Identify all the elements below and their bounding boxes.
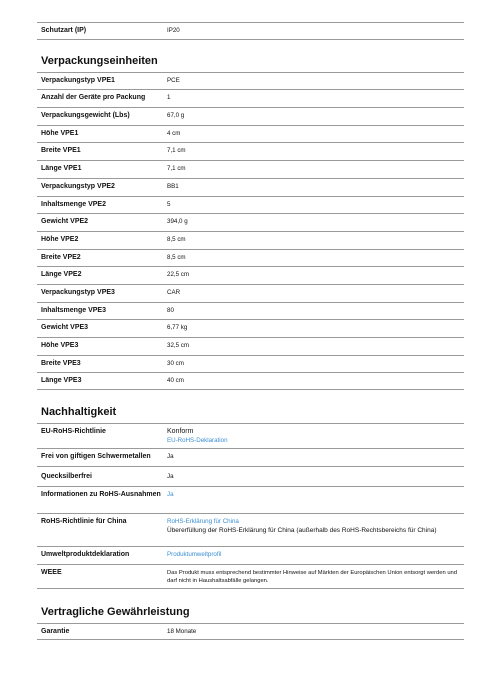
spec-row-eu-rohs xyxy=(37,423,464,448)
spec-label: Verpackungstyp VPE3 xyxy=(41,288,115,296)
sustainability-section xyxy=(37,406,464,589)
spec-row xyxy=(37,89,464,107)
spec-row-env-declaration xyxy=(37,546,464,564)
spec-value: Ja xyxy=(167,453,174,461)
spec-label: Gewicht VPE3 xyxy=(41,324,89,332)
spec-value: 5 xyxy=(167,200,171,208)
section-heading-warranty: Vertragliche Gewährleistung xyxy=(41,605,190,618)
spec-label: Verpackungstyp VPE1 xyxy=(41,76,115,84)
spec-row xyxy=(37,355,464,373)
spec-row xyxy=(37,125,464,143)
rohs-exceptions-link[interactable]: Ja xyxy=(167,490,174,498)
spec-value: BB1 xyxy=(167,182,179,190)
spec-row xyxy=(37,213,464,231)
spec-label: RoHS-Richtlinie für China xyxy=(41,517,127,525)
spec-label: Schutzart (IP) xyxy=(41,27,87,34)
spec-row-warranty xyxy=(37,623,464,641)
spec-value: 18 Monate xyxy=(167,627,197,635)
spec-label: EU-RoHS-Richtlinie xyxy=(41,428,106,436)
spec-value: 80 xyxy=(167,306,174,314)
section-heading-packaging: Verpackungseinheiten xyxy=(41,54,158,67)
spec-value: Ja xyxy=(167,472,174,480)
spec-label: Verpackungstyp VPE2 xyxy=(41,182,115,190)
spec-label: Höhe VPE2 xyxy=(41,235,79,243)
spec-value: IP20 xyxy=(167,27,180,34)
spec-row xyxy=(37,196,464,214)
spec-value: 4 cm xyxy=(167,129,181,137)
rohs-status: Konform xyxy=(167,428,194,436)
spec-label: Inhaltsmenge VPE3 xyxy=(41,306,106,314)
spec-label: Garantie xyxy=(41,627,70,635)
spec-row xyxy=(37,72,464,90)
spec-row-china-rohs xyxy=(37,513,464,546)
china-rohs-declaration-link[interactable]: RoHS-Erklärung für China xyxy=(167,517,239,525)
spec-label: Höhe VPE1 xyxy=(41,129,79,137)
spec-row xyxy=(37,266,464,284)
spec-value: 8,5 cm xyxy=(167,253,186,261)
spec-row xyxy=(37,337,464,355)
packaging-table xyxy=(37,72,464,390)
spec-value: 7,1 cm xyxy=(167,165,186,173)
spec-row-ip-rating xyxy=(37,22,464,40)
spec-label: Länge VPE1 xyxy=(41,165,82,173)
spec-label: Umweltproduktdeklaration xyxy=(41,550,130,558)
spec-row xyxy=(37,249,464,267)
spec-row xyxy=(37,372,464,390)
datasheet-page xyxy=(37,22,464,640)
spec-value xyxy=(167,514,464,538)
spec-label: Informationen zu RoHS-Ausnahmen xyxy=(41,490,161,498)
spec-value: 1 xyxy=(167,94,171,102)
spec-value xyxy=(167,547,464,563)
spec-value: 32,5 cm xyxy=(167,342,190,349)
spec-row xyxy=(37,142,464,160)
section-heading-sustainability: Nachhaltigkeit xyxy=(41,406,117,419)
packaging-section xyxy=(37,55,464,390)
spec-row-rohs-exceptions xyxy=(37,486,464,513)
spec-label: Breite VPE3 xyxy=(41,359,81,367)
spec-label: Länge VPE2 xyxy=(41,271,82,279)
spec-value xyxy=(167,487,464,503)
eu-rohs-declaration-link[interactable]: EU-RoHS-Deklaration xyxy=(167,436,228,444)
spec-value: CAR xyxy=(167,288,181,296)
spec-label: Länge VPE3 xyxy=(41,377,82,385)
spec-value xyxy=(167,424,464,448)
spec-value: 6,77 kg xyxy=(167,324,188,332)
spec-label: Frei von giftigen Schwermetallen xyxy=(41,453,151,461)
spec-label: Gewicht VPE2 xyxy=(41,218,89,226)
spec-value: 394,0 g xyxy=(167,218,188,226)
spec-label: Quecksilberfrei xyxy=(41,472,92,480)
spec-value: 22,5 cm xyxy=(167,271,190,279)
product-environment-profile-link[interactable]: Produktumweltprofil xyxy=(167,550,222,558)
spec-value: PCE xyxy=(167,76,180,84)
spec-row xyxy=(37,231,464,249)
spec-row-mercury xyxy=(37,466,464,486)
spec-value: Das Produkt muss entsprechend bestimmter Hinweise auf Märkten der Europäischen Union entsorgt werden und darf nicht in Haushaltsabfälle gelangen. xyxy=(167,569,457,584)
spec-row xyxy=(37,107,464,125)
spec-row xyxy=(37,178,464,196)
spec-label: Anzahl der Geräte pro Packung xyxy=(41,94,146,102)
spec-row xyxy=(37,284,464,302)
spec-label: Inhaltsmenge VPE2 xyxy=(41,200,106,208)
spec-value: 8,5 cm xyxy=(167,235,186,243)
spec-label: Breite VPE1 xyxy=(41,147,81,155)
spec-label: Höhe VPE3 xyxy=(41,342,79,349)
spec-row-heavy-metals xyxy=(37,448,464,466)
spec-row-weee xyxy=(37,564,464,589)
spec-row xyxy=(37,319,464,337)
spec-value: 30 cm xyxy=(167,359,184,367)
spec-row xyxy=(37,160,464,178)
spec-label: Verpackungsgewicht (Lbs) xyxy=(41,112,130,120)
spec-value: 67,0 g xyxy=(167,112,185,120)
spec-label: Breite VPE2 xyxy=(41,253,81,261)
spec-value: 40 cm xyxy=(167,377,184,385)
warranty-section xyxy=(37,606,464,641)
china-rohs-text: Übererfüllung der RoHS-Erklärung für China (außerhalb des RoHS-Rechtsbereichs für China) xyxy=(167,526,437,534)
spec-label: WEEE xyxy=(41,568,62,576)
spec-row xyxy=(37,302,464,320)
spec-value: 7,1 cm xyxy=(167,147,186,155)
